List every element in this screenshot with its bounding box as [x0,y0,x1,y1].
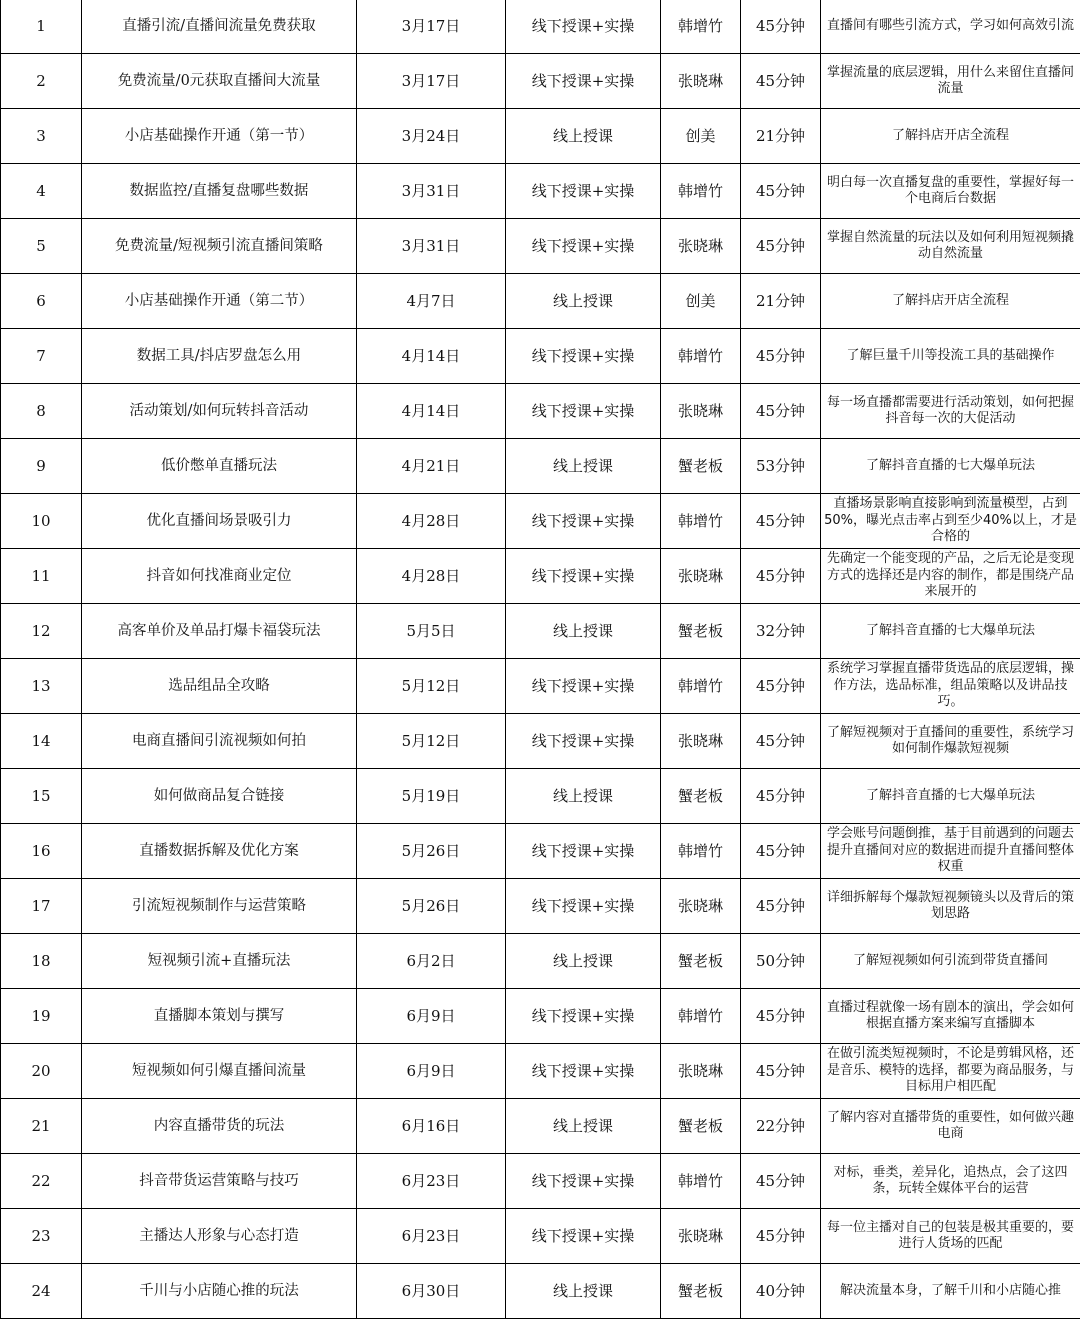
duration-cell: 45分钟 [741,1154,821,1209]
lesson-number-cell: 11 [1,549,82,604]
duration-cell: 45分钟 [741,54,821,109]
lesson-date-cell: 5月26日 [357,824,506,879]
table-row [1,604,1080,659]
description-cell: 每一位主播对自己的包装是极其重要的，要进行人货场的匹配 [821,1209,1080,1264]
description-cell: 了解抖音直播的七大爆单玩法 [821,604,1080,659]
table-row [1,329,1080,384]
description-cell: 详细拆解每个爆款短视频镜头以及背后的策划思路 [821,879,1080,934]
table-row [1,109,1080,164]
description-cell: 了解内容对直播带货的重要性，如何做兴趣电商 [821,1099,1080,1154]
lesson-number-cell: 4 [1,164,82,219]
lesson-number-cell: 12 [1,604,82,659]
table-row [1,219,1080,274]
duration-cell: 45分钟 [741,1209,821,1264]
teaching-mode-cell: 线下授课+实操 [506,164,661,219]
duration-cell: 45分钟 [741,329,821,384]
duration-cell: 45分钟 [741,494,821,549]
description-cell: 掌握流量的底层逻辑，用什么来留住直播间流量 [821,54,1080,109]
lesson-number-cell: 20 [1,1044,82,1099]
course-title-cell: 优化直播间场景吸引力 [82,494,357,549]
teaching-mode-cell: 线上授课 [506,274,661,329]
lesson-date-cell: 4月14日 [357,329,506,384]
lesson-number-cell: 23 [1,1209,82,1264]
lesson-number-cell: 6 [1,274,82,329]
lesson-number-cell: 21 [1,1099,82,1154]
lesson-date-cell: 4月21日 [357,439,506,494]
teacher-cell: 创美 [661,109,741,164]
teaching-mode-cell: 线下授课+实操 [506,384,661,439]
teacher-cell: 张晓琳 [661,1044,741,1099]
lesson-date-cell: 3月24日 [357,109,506,164]
lesson-date-cell: 6月2日 [357,934,506,989]
teacher-cell: 张晓琳 [661,1209,741,1264]
course-title-cell: 抖音带货运营策略与技巧 [82,1154,357,1209]
lesson-date-cell: 5月12日 [357,659,506,714]
teaching-mode-cell: 线上授课 [506,1264,661,1319]
duration-cell: 21分钟 [741,109,821,164]
lesson-date-cell: 5月26日 [357,879,506,934]
teaching-mode-cell: 线下授课+实操 [506,714,661,769]
table-row [1,879,1080,934]
teacher-cell: 韩增竹 [661,329,741,384]
duration-cell: 45分钟 [741,384,821,439]
duration-cell: 45分钟 [741,659,821,714]
teacher-cell: 张晓琳 [661,384,741,439]
course-title-cell: 免费流量/0元获取直播间大流量 [82,54,357,109]
teaching-mode-cell: 线下授课+实操 [506,1154,661,1209]
lesson-date-cell: 3月31日 [357,219,506,274]
lesson-date-cell: 5月12日 [357,714,506,769]
table-row [1,1264,1080,1319]
table-row [1,164,1080,219]
course-title-cell: 短视频引流+直播玩法 [82,934,357,989]
description-cell: 直播场景影响直接影响到流量模型，占到50%，曝光点击率占到至少40%以上，才是合格的 [821,494,1080,549]
description-cell: 直播间有哪些引流方式，学习如何高效引流 [821,0,1080,54]
lesson-date-cell: 5月19日 [357,769,506,824]
description-cell: 对标，垂类，差异化，追热点，会了这四条，玩转全媒体平台的运营 [821,1154,1080,1209]
teacher-cell: 张晓琳 [661,879,741,934]
lesson-number-cell: 3 [1,109,82,164]
description-cell: 先确定一个能变现的产品，之后无论是变现方式的选择还是内容的制作，都是围绕产品来展开的 [821,549,1080,604]
lesson-number-cell: 8 [1,384,82,439]
teaching-mode-cell: 线下授课+实操 [506,494,661,549]
lesson-date-cell: 3月17日 [357,54,506,109]
lesson-date-cell: 6月23日 [357,1154,506,1209]
table-row [1,0,1080,54]
table-row [1,824,1080,879]
course-title-cell: 如何做商品复合链接 [82,769,357,824]
teacher-cell: 张晓琳 [661,714,741,769]
duration-cell: 45分钟 [741,714,821,769]
teaching-mode-cell: 线上授课 [506,934,661,989]
teaching-mode-cell: 线上授课 [506,109,661,164]
teaching-mode-cell: 线下授课+实操 [506,54,661,109]
table-row [1,1044,1080,1099]
teacher-cell: 张晓琳 [661,549,741,604]
teaching-mode-cell: 线下授课+实操 [506,1209,661,1264]
course-title-cell: 小店基础操作开通（第一节） [82,109,357,164]
lesson-date-cell: 6月16日 [357,1099,506,1154]
duration-cell: 22分钟 [741,1099,821,1154]
schedule-body [1,0,1080,1319]
lesson-number-cell: 16 [1,824,82,879]
lesson-number-cell: 18 [1,934,82,989]
table-row [1,1209,1080,1264]
table-row [1,659,1080,714]
duration-cell: 45分钟 [741,0,821,54]
lesson-number-cell: 24 [1,1264,82,1319]
lesson-number-cell: 10 [1,494,82,549]
teaching-mode-cell: 线下授课+实操 [506,1044,661,1099]
duration-cell: 45分钟 [741,219,821,274]
table-row [1,494,1080,549]
description-cell: 解决流量本身，了解千川和小店随心推 [821,1264,1080,1319]
description-cell: 了解抖音直播的七大爆单玩法 [821,439,1080,494]
duration-cell: 45分钟 [741,989,821,1044]
description-cell: 了解巨量千川等投流工具的基础操作 [821,329,1080,384]
table-row [1,1154,1080,1209]
teacher-cell: 蟹老板 [661,1099,741,1154]
course-title-cell: 选品组品全攻略 [82,659,357,714]
duration-cell: 40分钟 [741,1264,821,1319]
table-row [1,989,1080,1044]
description-cell: 了解抖店开店全流程 [821,109,1080,164]
teaching-mode-cell: 线下授课+实操 [506,824,661,879]
teaching-mode-cell: 线下授课+实操 [506,549,661,604]
teaching-mode-cell: 线上授课 [506,1099,661,1154]
teacher-cell: 韩增竹 [661,989,741,1044]
description-cell: 每一场直播都需要进行活动策划，如何把握抖音每一次的大促活动 [821,384,1080,439]
lesson-date-cell: 4月28日 [357,549,506,604]
teacher-cell: 韩增竹 [661,164,741,219]
teacher-cell: 韩增竹 [661,824,741,879]
course-title-cell: 电商直播间引流视频如何拍 [82,714,357,769]
teacher-cell: 蟹老板 [661,1264,741,1319]
duration-cell: 45分钟 [741,824,821,879]
teacher-cell: 创美 [661,274,741,329]
duration-cell: 45分钟 [741,1044,821,1099]
lesson-number-cell: 13 [1,659,82,714]
description-cell: 掌握自然流量的玩法以及如何利用短视频撬动自然流量 [821,219,1080,274]
course-title-cell: 免费流量/短视频引流直播间策略 [82,219,357,274]
description-cell: 系统学习掌握直播带货选品的底层逻辑，操作方法，选品标准，组品策略以及讲品技巧。 [821,659,1080,714]
teacher-cell: 韩增竹 [661,659,741,714]
lesson-date-cell: 3月17日 [357,0,506,54]
teacher-cell: 蟹老板 [661,769,741,824]
description-cell: 直播过程就像一场有剧本的演出，学会如何根据直播方案来编写直播脚本 [821,989,1080,1044]
teacher-cell: 韩增竹 [661,0,741,54]
duration-cell: 45分钟 [741,164,821,219]
lesson-number-cell: 14 [1,714,82,769]
course-title-cell: 低价憋单直播玩法 [82,439,357,494]
teacher-cell: 蟹老板 [661,604,741,659]
course-title-cell: 短视频如何引爆直播间流量 [82,1044,357,1099]
teacher-cell: 张晓琳 [661,219,741,274]
course-title-cell: 主播达人形象与心态打造 [82,1209,357,1264]
course-title-cell: 小店基础操作开通（第二节） [82,274,357,329]
lesson-number-cell: 17 [1,879,82,934]
lesson-number-cell: 22 [1,1154,82,1209]
course-title-cell: 内容直播带货的玩法 [82,1099,357,1154]
description-cell: 在做引流类短视频时，不论是剪辑风格，还是音乐、模特的选择，都要为商品服务，与目标用户相匹配 [821,1044,1080,1099]
teacher-cell: 韩增竹 [661,1154,741,1209]
teaching-mode-cell: 线下授课+实操 [506,329,661,384]
description-cell: 了解抖店开店全流程 [821,274,1080,329]
lesson-date-cell: 6月30日 [357,1264,506,1319]
table-row [1,439,1080,494]
lesson-date-cell: 4月28日 [357,494,506,549]
teaching-mode-cell: 线上授课 [506,769,661,824]
lesson-number-cell: 19 [1,989,82,1044]
lesson-date-cell: 6月9日 [357,1044,506,1099]
lesson-number-cell: 7 [1,329,82,384]
description-cell: 了解短视频对于直播间的重要性，系统学习如何制作爆款短视频 [821,714,1080,769]
course-title-cell: 活动策划/如何玩转抖音活动 [82,384,357,439]
teacher-cell: 蟹老板 [661,439,741,494]
table-row [1,54,1080,109]
lesson-number-cell: 5 [1,219,82,274]
description-cell: 明白每一次直播复盘的重要性，掌握好每一个电商后台数据 [821,164,1080,219]
table-row [1,769,1080,824]
teacher-cell: 韩增竹 [661,494,741,549]
duration-cell: 21分钟 [741,274,821,329]
course-title-cell: 引流短视频制作与运营策略 [82,879,357,934]
lesson-date-cell: 4月14日 [357,384,506,439]
description-cell: 学会账号问题倒推，基于目前遇到的问题去提升直播间对应的数据进而提升直播间整体权重 [821,824,1080,879]
description-cell: 了解抖音直播的七大爆单玩法 [821,769,1080,824]
teaching-mode-cell: 线下授课+实操 [506,879,661,934]
lesson-number-cell: 9 [1,439,82,494]
duration-cell: 50分钟 [741,934,821,989]
teacher-cell: 张晓琳 [661,54,741,109]
course-title-cell: 直播脚本策划与撰写 [82,989,357,1044]
lesson-date-cell: 4月7日 [357,274,506,329]
course-title-cell: 直播引流/直播间流量免费获取 [82,0,357,54]
duration-cell: 45分钟 [741,549,821,604]
teaching-mode-cell: 线下授课+实操 [506,659,661,714]
teaching-mode-cell: 线下授课+实操 [506,219,661,274]
teaching-mode-cell: 线上授课 [506,604,661,659]
table-row [1,549,1080,604]
table-row [1,934,1080,989]
lesson-date-cell: 5月5日 [357,604,506,659]
table-row [1,384,1080,439]
table-row [1,1099,1080,1154]
course-title-cell: 抖音如何找准商业定位 [82,549,357,604]
teacher-cell: 蟹老板 [661,934,741,989]
duration-cell: 45分钟 [741,769,821,824]
lesson-date-cell: 6月9日 [357,989,506,1044]
lesson-number-cell: 15 [1,769,82,824]
lesson-date-cell: 6月23日 [357,1209,506,1264]
course-title-cell: 高客单价及单品打爆卡福袋玩法 [82,604,357,659]
teaching-mode-cell: 线下授课+实操 [506,0,661,54]
teaching-mode-cell: 线下授课+实操 [506,989,661,1044]
description-cell: 了解短视频如何引流到带货直播间 [821,934,1080,989]
duration-cell: 32分钟 [741,604,821,659]
duration-cell: 45分钟 [741,879,821,934]
course-title-cell: 直播数据拆解及优化方案 [82,824,357,879]
teaching-mode-cell: 线上授课 [506,439,661,494]
table-row [1,714,1080,769]
lesson-date-cell: 3月31日 [357,164,506,219]
lesson-number-cell: 2 [1,54,82,109]
course-title-cell: 千川与小店随心推的玩法 [82,1264,357,1319]
course-title-cell: 数据监控/直播复盘哪些数据 [82,164,357,219]
course-title-cell: 数据工具/抖店罗盘怎么用 [82,329,357,384]
lesson-number-cell: 1 [1,0,82,54]
duration-cell: 53分钟 [741,439,821,494]
table-row [1,274,1080,329]
